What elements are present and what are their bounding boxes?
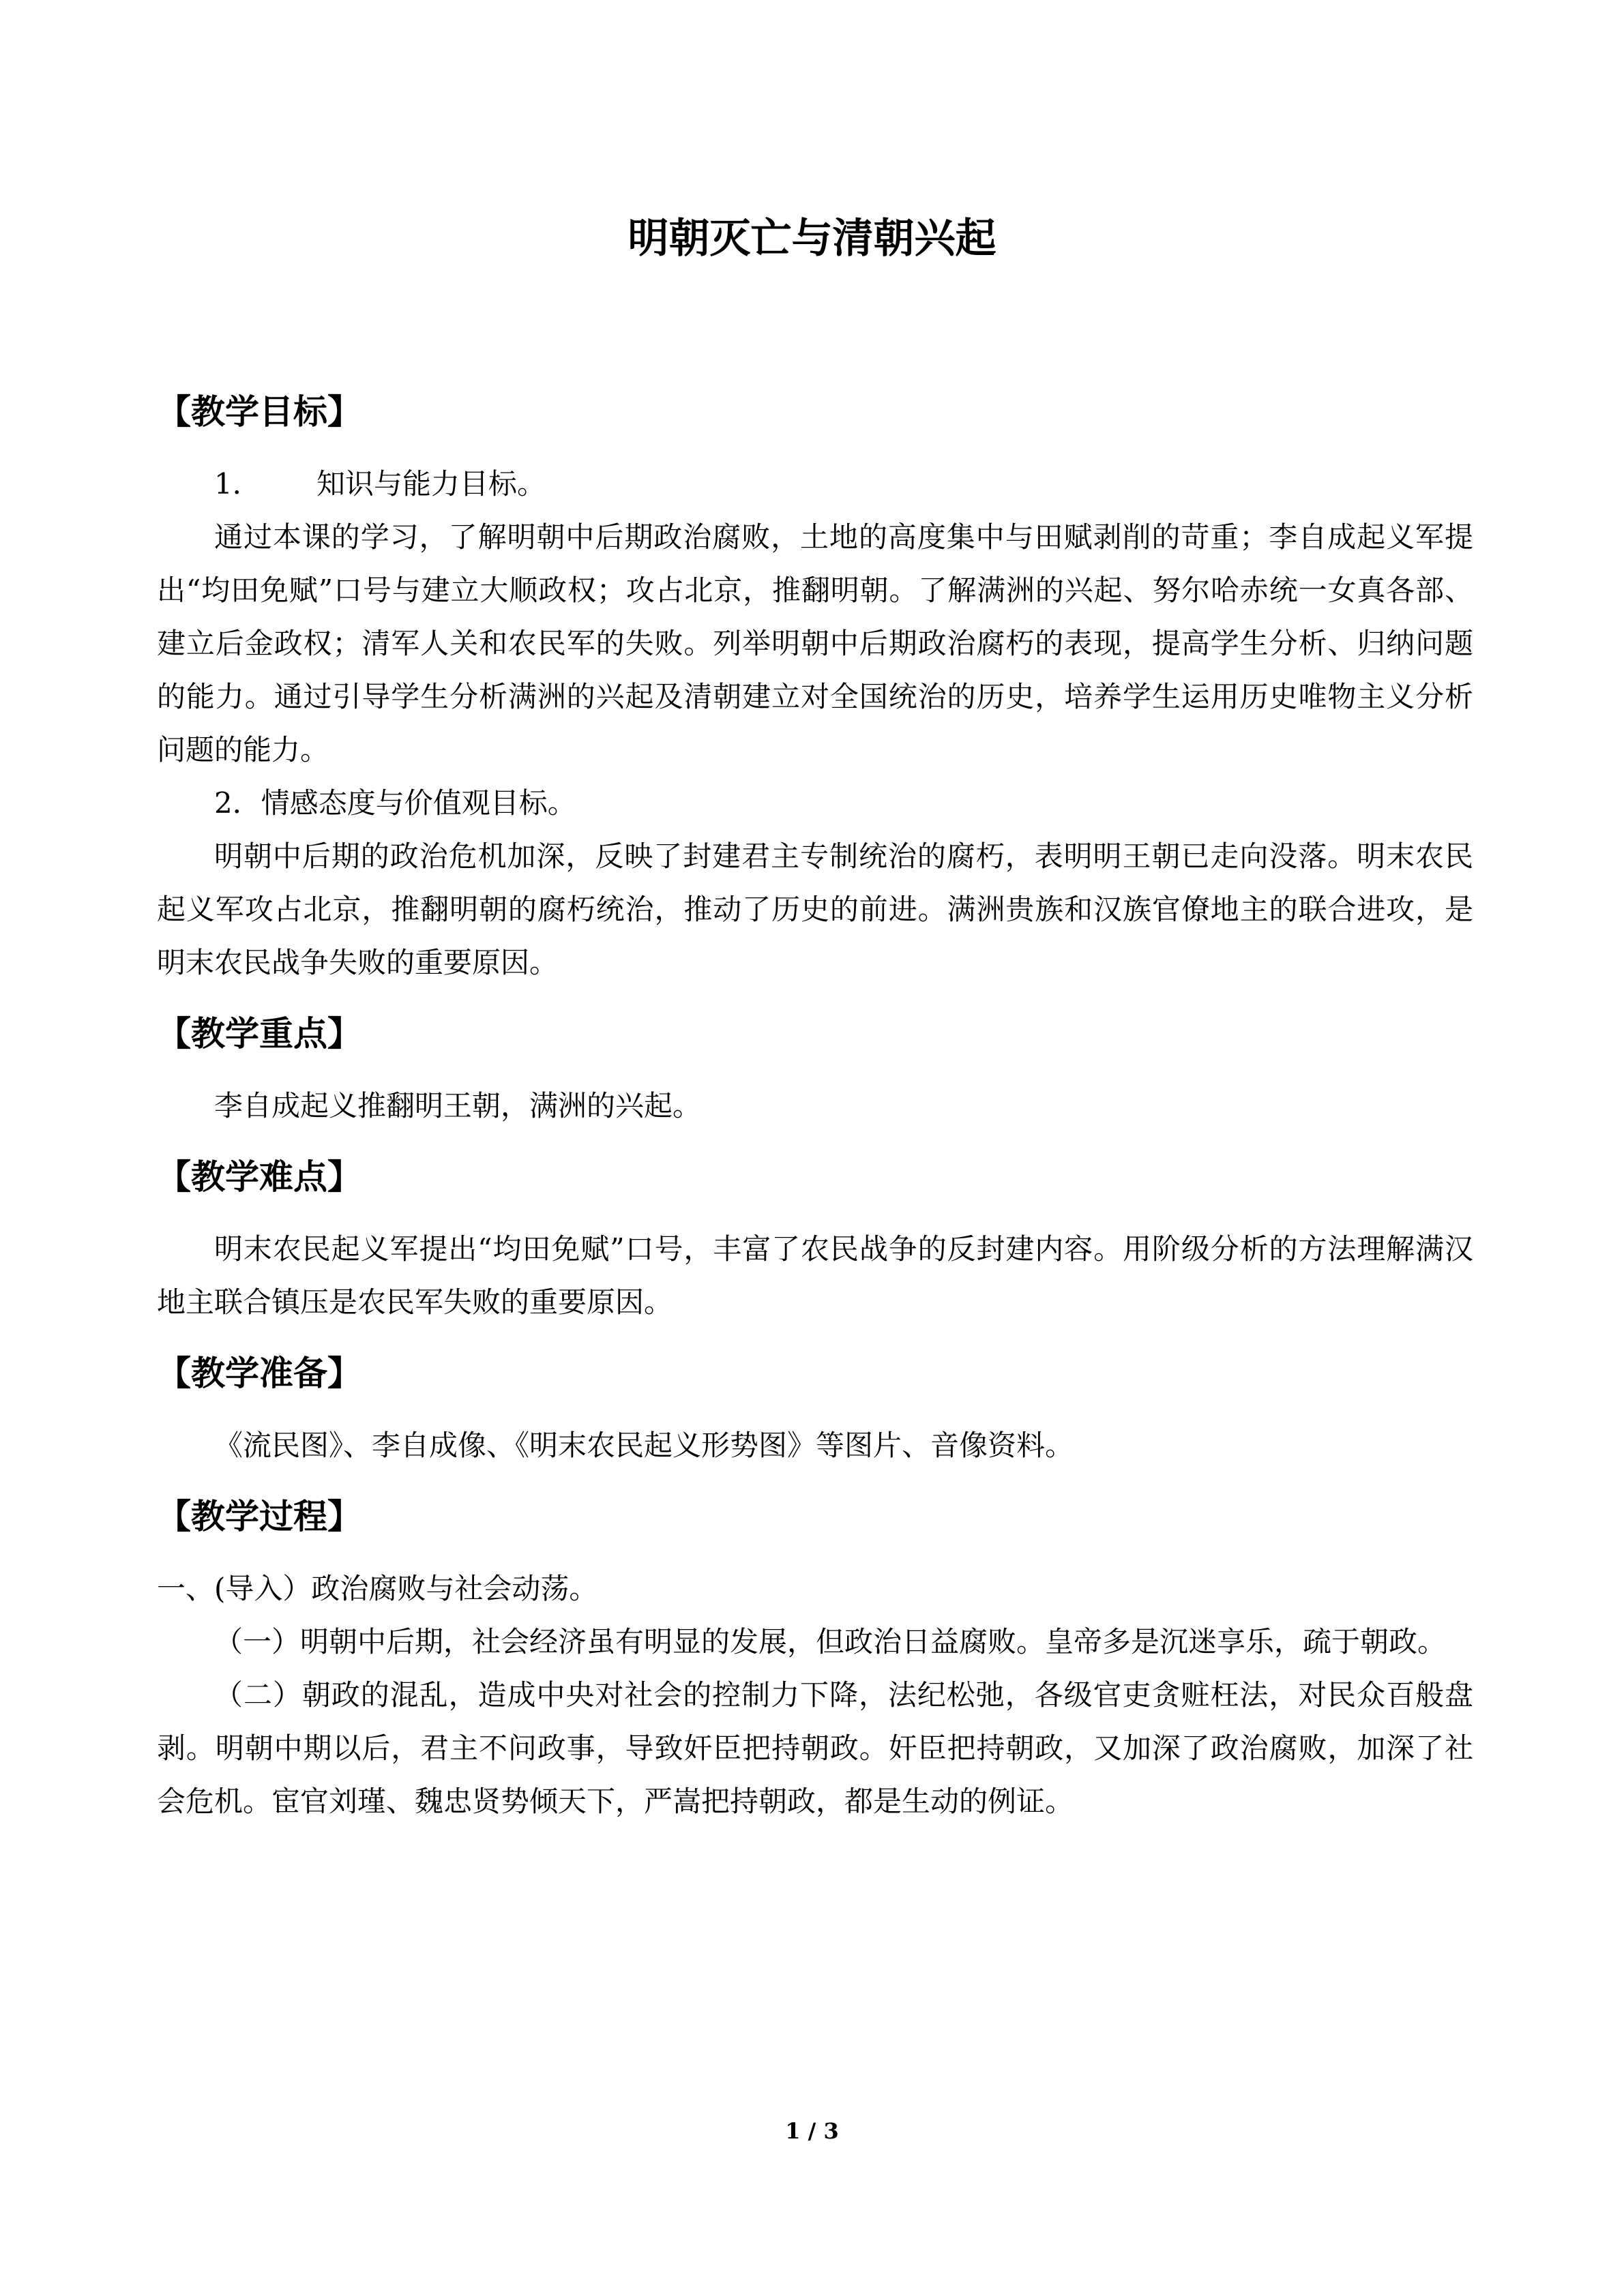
objective-item-1-number: 1． [214,467,261,501]
objective-item-2-text: 明朝中后期的政治危机加深，反映了封建君主专制统治的腐朽，表明明王朝已走向没落。明末农民起义军攻占北京，推翻明朝的腐朽统治，推动了历史的前进。满洲贵族和汉族官僚地主的联合进攻，是明末农民战争失败的重要原因。 [157,839,1473,979]
section-heading-preparation: 【教学准备】 [157,1353,361,1393]
difficulties-text: 明末农民起义军提出“均田免赋”口号，丰富了农民战争的反封建内容。用阶级分析的方法理解满汉地主联合镇压是农民军失败的重要原因。 [157,1232,1473,1319]
objective-item-2-label: 2．情感态度与价值观目标。 [214,786,576,820]
section-heading-objectives: 【教学目标】 [157,391,361,432]
section-heading-process: 【教学过程】 [157,1496,361,1536]
preparation-text: 《流民图》、李自成像、《明末农民起义形势图》等图片、音像资料。 [214,1429,1074,1462]
document-body [157,385,1473,1828]
process-part-1: 一、(导入）政治腐败与社会动荡。 [157,1572,598,1605]
objective-item-1 [157,458,1473,511]
process-sub-1: （一）明朝中后期，社会经济虽有明显的发展，但政治日益腐败。皇帝多是沉迷享乐，疏于朝政。 [214,1625,1447,1658]
section-heading-difficulties: 【教学难点】 [157,1157,361,1197]
objective-item-1-text: 通过本课的学习，了解明朝中后期政治腐败，土地的高度集中与田赋剥削的苛重；李自成起义军提出“均田免赋”口号与建立大顺政权；攻占北京，推翻明朝。了解满洲的兴起、努尔哈赤统一女真各部、建立后金政权；清军人关和农民军的失败。列举明朝中后期政治腐朽的表现，提高学生分析、归纳问题的能力。通过引导学生分析满洲的兴起及清朝建立对全国统治的历史，培养学生运用历史唯物主义分析问题的能力。 [157,520,1473,766]
section-heading-key-points: 【教学重点】 [157,1013,361,1054]
page-number: 1 / 3 [785,2118,839,2144]
process-sub-2: （二）朝政的混乱，造成中央对社会的控制力下降，法纪松弛，各级官吏贪赃枉法，对民众百般盘剥。明朝中期以后，君主不问政事，导致奸臣把持朝政。奸臣把持朝政，又加深了政治腐败，加深了社会危机。宦官刘瑾、魏忠贤势倾天下，严嵩把持朝政，都是生动的例证。 [157,1678,1473,1818]
key-points-text: 李自成起义推翻明王朝，满洲的兴起。 [214,1089,702,1122]
document-title: 明朝灭亡与清朝兴起 [628,215,996,263]
objective-item-1-label: 知识与能力目标。 [316,467,546,501]
